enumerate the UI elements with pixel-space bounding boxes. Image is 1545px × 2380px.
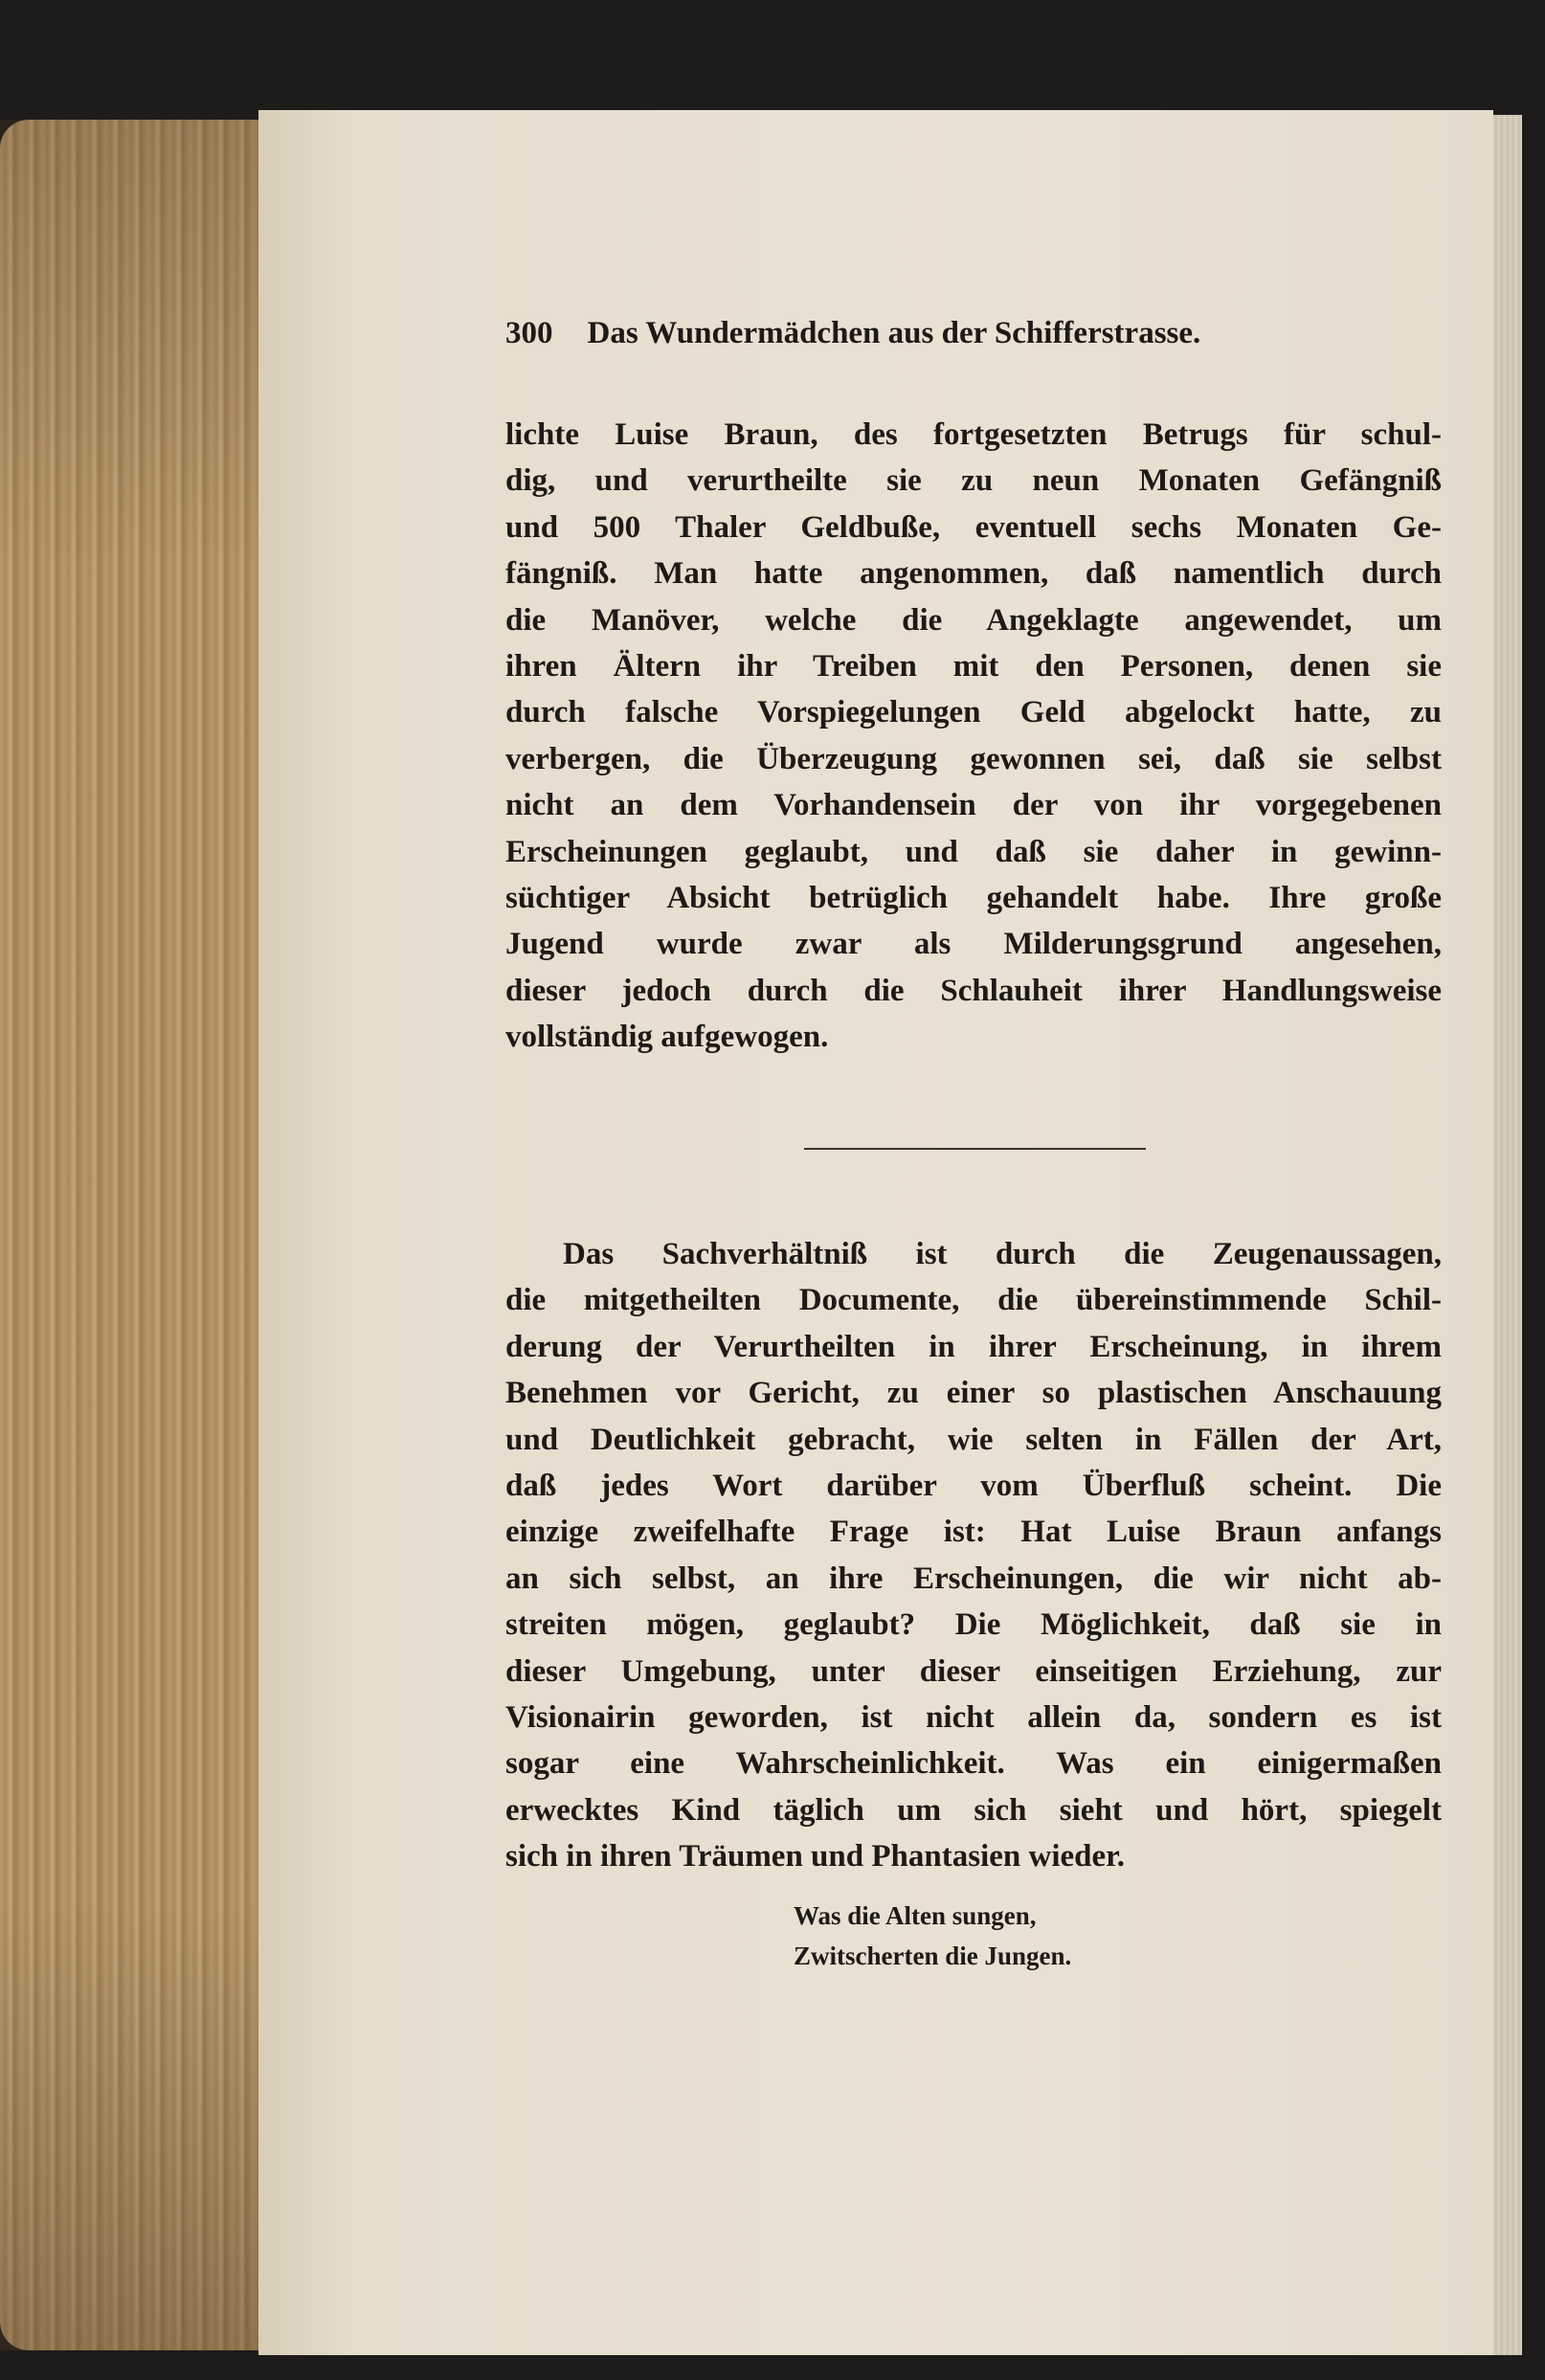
text-line: derung der Verurtheilten in ihrer Erscheinung, in ihrem [505, 1329, 1442, 1364]
text-line: süchtiger Absicht betrüglich gehandelt habe. Ihre große [505, 880, 1442, 915]
text-line: einzige zweifelhafte Frage ist: Hat Luise Braun anfangs [505, 1515, 1442, 1550]
text-line: und 500 Thaler Geldbuße, eventuell sechs Monaten Ge- [505, 509, 1442, 545]
text-line: dieser Umgebung, unter dieser einseitigen Erziehung, zur [505, 1653, 1442, 1689]
text-line: ihren Ältern ihr Treiben mit den Personen, denen sie [505, 648, 1442, 684]
text-line: sogar eine Wahrscheinlichkeit. Was ein einigermaßen [505, 1746, 1442, 1782]
text-line: fängniß. Man hatte angenommen, daß namentlich durch [505, 556, 1442, 592]
text-line: vollständig aufgewogen. [505, 1020, 829, 1055]
text-line: erwecktes Kind täglich um sich sieht und hört, spiegelt [505, 1792, 1442, 1828]
text-line: Benehmen vor Gericht, zu einer so plastischen Anschauung [505, 1376, 1442, 1411]
paragraph-1 [505, 412, 1442, 1060]
text-line: an sich selbst, an ihre Erscheinungen, die wir nicht ab- [505, 1560, 1442, 1596]
text-line: die Manöver, welche die Angeklagte angewendet, um [505, 602, 1442, 638]
verse-line: Zwitscherten die Jungen. [794, 1942, 1072, 1970]
text-line: Visionairin geworden, ist nicht allein da, sondern es ist [505, 1699, 1442, 1735]
text-line: Erscheinungen geglaubt, und daß sie daher in gewinn- [505, 834, 1442, 869]
text-line: Jugend wurde zwar als Milderungsgrund angesehen, [505, 927, 1442, 962]
text-line: daß jedes Wort darüber vom Überfluß scheint. Die [505, 1468, 1442, 1503]
section-divider [804, 1148, 1146, 1150]
running-title: Das Wundermädchen aus der Schifferstrasse. [587, 316, 1201, 350]
text-line: die mitgetheilten Documente, die übereinstimmende Schil- [505, 1283, 1442, 1318]
text-line: sich in ihren Träumen und Phantasien wieder. [505, 1839, 1125, 1875]
text-line: nicht an dem Vorhandensein der von ihr vorgegebenen [505, 788, 1442, 823]
text-line: verbergen, die Überzeugung gewonnen sei, daß sie selbst [505, 741, 1442, 776]
page-number: 300 [505, 316, 553, 350]
text-line: und Deutlichkeit gebracht, wie selten in Fällen der Art, [505, 1422, 1442, 1457]
text-line: dieser jedoch durch die Schlauheit ihrer Handlungsweise [505, 973, 1442, 1008]
running-header [505, 316, 1338, 351]
text-line: streiten mögen, geglaubt? Die Möglichkeit, daß sie in [505, 1607, 1442, 1643]
paragraph-2 [505, 1231, 1442, 1879]
right-page-edges [1493, 115, 1522, 2355]
text-line: Das Sachverhältniß ist durch die Zeugenaussagen, [563, 1237, 1442, 1271]
text-line: durch falsche Vorspiegelungen Geld abgelockt hatte, zu [505, 695, 1442, 730]
verse-line: Was die Alten sungen, [794, 1901, 1037, 1930]
book-page-edges [0, 120, 273, 2350]
verse-quote [794, 1896, 1071, 1976]
text-line: lichte Luise Braun, des fortgesetzten Betrugs für schul- [505, 417, 1442, 452]
text-line: dig, und verurtheilte sie zu neun Monaten Gefängniß [505, 463, 1442, 499]
